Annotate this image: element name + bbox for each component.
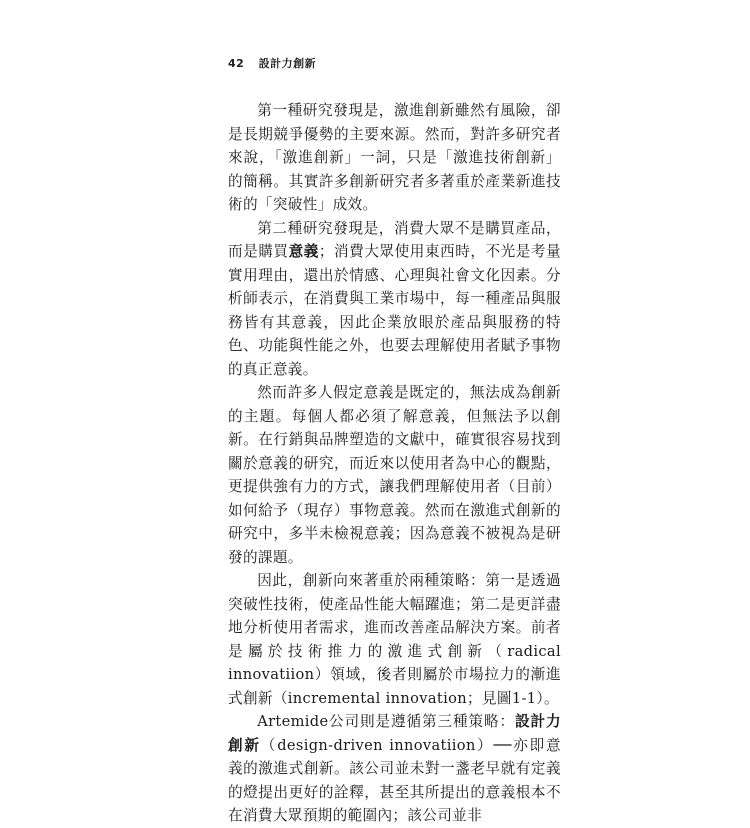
paragraph: 然而許多人假定意義是既定的，無法成為創新的主題。每個人都必須了解意義，但無法予以創新。在行銷與品牌塑造的文獻中，確實很容易找到關於意義的研究，而近來以使用者為中心的觀點，更提供強有力的方式，讓我們理解使用者（目前）如何給予（現存）事物意義。然而在激進式創新的研究中，多半未檢視意義；因為意義不被視為是研發的課題。 xyxy=(228,384,561,566)
paragraph: 第二種研究發現是，消費大眾不是購買產品，而是購買意義；消費大眾使用東西時，不光是考量實用理由，還出於情感、心理與社會文化因素。分析師表示，在消費與工業市場中，每一種產品與服務皆有其意義，因此企業放眼於產品與服務的特色、功能與性能之外，也要去理解使用者賦予事物的真正意義。 xyxy=(228,219,562,378)
body-text xyxy=(228,99,561,828)
page-number: 42 xyxy=(228,57,245,70)
paragraph: 第一種研究發現是，激進創新雖然有風險，卻是長期競爭優勢的主要來源。然而，對許多研究者來說，「激進創新」一詞，只是「激進技術創新」的簡稱。其實許多創新研究者多著重於產業新進技術的「突破性」成效。 xyxy=(228,102,561,213)
paragraph: 因此，創新向來著重於兩種策略：第一是透過突破性技術，使產品性能大幅躍進；第二是更詳盡地分析使用者需求，進而改善產品解決方案。前者是屬於技術推力的激進式創新（radical innovatiion）領域，後者則屬於市場拉力的漸進式創新（incremental innovation；見圖1-1）。 xyxy=(228,572,561,707)
paragraph: Artemide公司則是遵循第三種策略：設計力創新（design-driven innovatiion）──亦即意義的激進式創新。該公司並未對一盞老早就有定義的燈提出更好的詮釋，甚至其所提出的意義根本不在消費大眾預期的範圍內；該公司並非 xyxy=(228,713,561,824)
running-head xyxy=(228,55,316,71)
book-title: 設計力創新 xyxy=(258,57,317,70)
